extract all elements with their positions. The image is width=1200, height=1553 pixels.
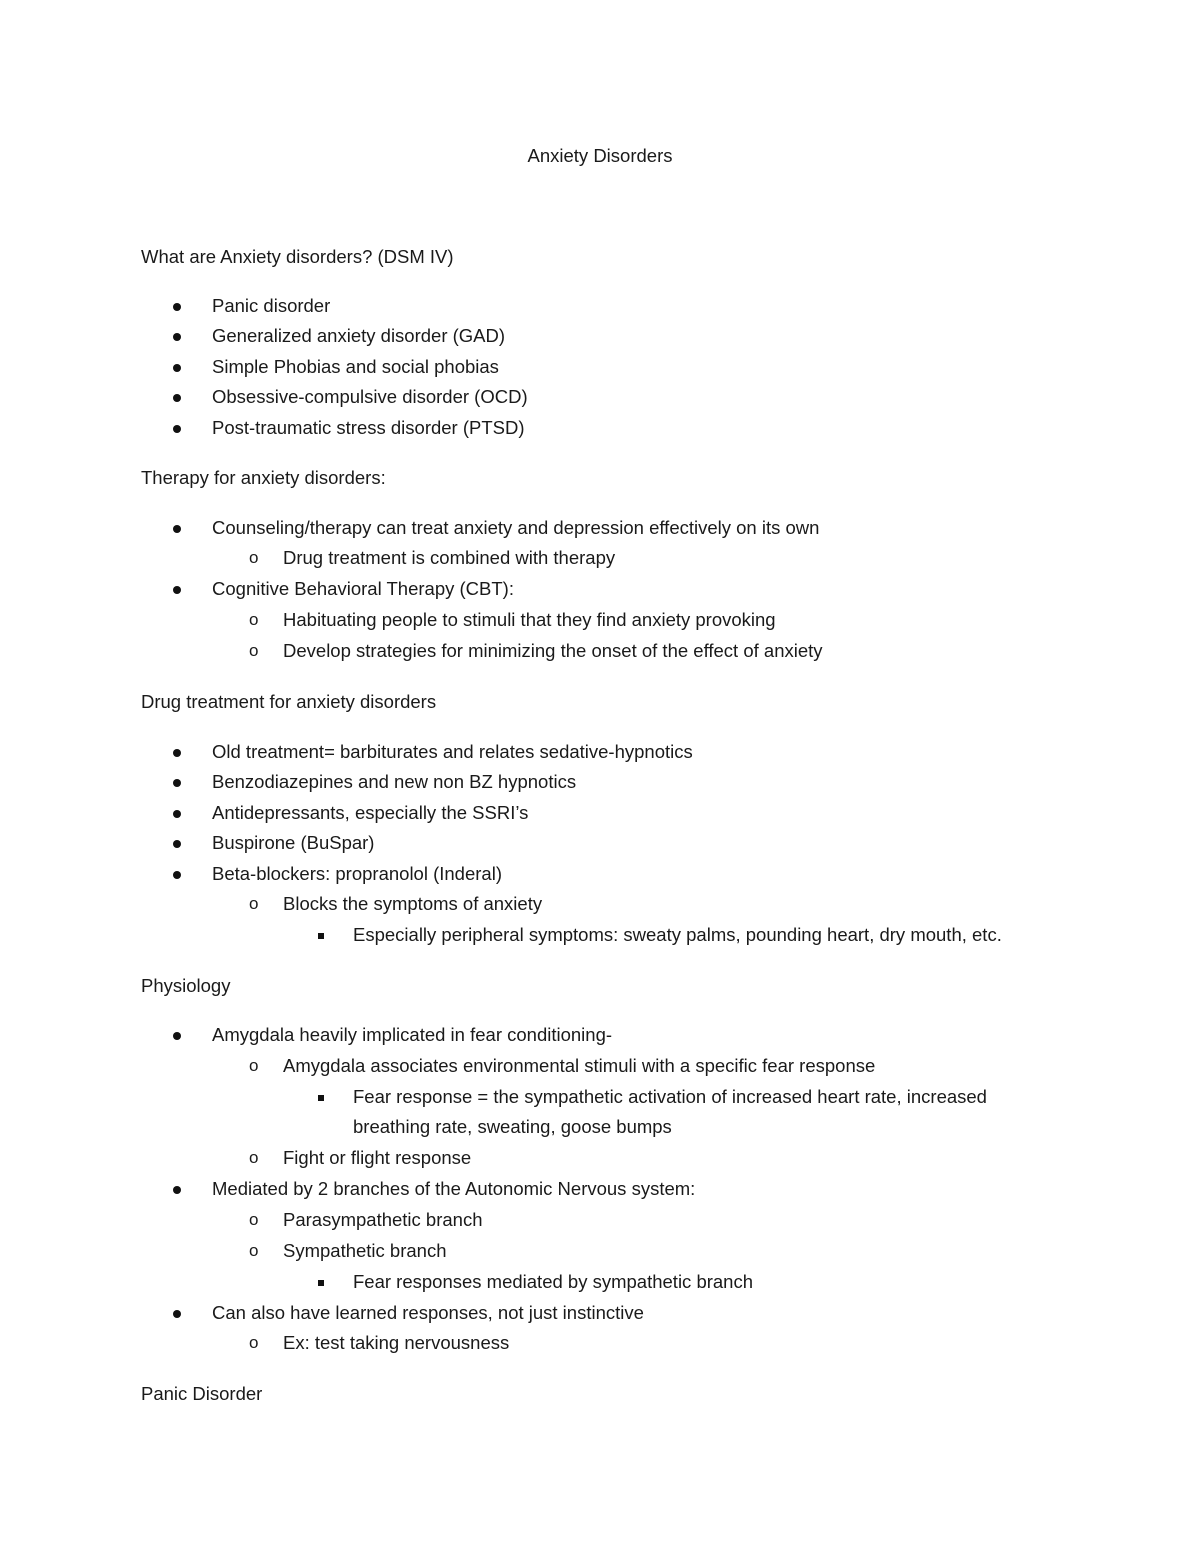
square-bullet-icon [318,922,324,948]
list-item: Generalized anxiety disorder (GAD) [212,325,506,346]
bullet-icon [173,1022,181,1048]
sub-bullet-marker: o [249,1333,259,1352]
bullet-icon [173,515,181,541]
sub-bullet-marker: o [249,1148,259,1167]
square-bullet-icon [318,1269,324,1295]
sub-bullet-marker: o [249,1241,259,1260]
list-item: Panic disorder [212,295,331,316]
list-item: Mediated by 2 branches of the Autonomic Nervous system: [212,1178,696,1199]
list-item: Cognitive Behavioral Therapy (CBT): [212,578,514,599]
bullet-icon [173,800,181,826]
list-item: Counseling/therapy can treat anxiety and depression effectively on its own [212,517,820,538]
section-heading-anxiety-disorders: What are Anxiety disorders? (DSM IV) [141,246,454,267]
sub-bullet-marker: o [249,610,259,629]
sub-bullet-marker: o [249,1210,259,1229]
sub-bullet-marker: o [249,1056,259,1075]
list-item: Amygdala associates environmental stimuli with a specific fear response [283,1055,876,1076]
list-item-continuation: breathing rate, sweating, goose bumps [353,1116,672,1137]
sub-bullet-marker: o [249,641,259,660]
list-item: Ex: test taking nervousness [283,1332,510,1353]
bullet-icon [173,384,181,410]
list-item: Fear responses mediated by sympathetic branch [353,1271,754,1292]
list-item: Blocks the symptoms of anxiety [283,893,543,914]
list-item: Post-traumatic stress disorder (PTSD) [212,417,525,438]
bullet-icon [173,293,181,319]
list-item: Sympathetic branch [283,1240,447,1261]
list-item: Buspirone (BuSpar) [212,832,375,853]
bullet-icon [173,576,181,602]
bullet-icon [173,415,181,441]
section-heading-drug-treatment: Drug treatment for anxiety disorders [141,691,437,712]
section-heading-physiology: Physiology [141,975,231,996]
sub-bullet-marker: o [249,894,259,913]
list-item: Can also have learned responses, not just instinctive [212,1302,644,1323]
list-item: Habituating people to stimuli that they find anxiety provoking [283,609,776,630]
bullet-icon [173,1300,181,1326]
list-item: Drug treatment is combined with therapy [283,547,616,568]
list-item: Fight or flight response [283,1147,472,1168]
bullet-icon [173,739,181,765]
list-item: Simple Phobias and social phobias [212,356,499,377]
list-item: Benzodiazepines and new non BZ hypnotics [212,771,577,792]
list-item: Develop strategies for minimizing the onset of the effect of anxiety [283,640,823,661]
bullet-icon [173,769,181,795]
list-item: Parasympathetic branch [283,1209,483,1230]
list-item: Old treatment= barbiturates and relates sedative-hypnotics [212,741,693,762]
bullet-icon [173,830,181,856]
list-item: Especially peripheral symptoms: sweaty palms, pounding heart, dry mouth, etc. [353,924,1002,945]
square-bullet-icon [318,1084,324,1110]
bullet-icon [173,861,181,887]
bullet-icon [173,1176,181,1202]
section-heading-therapy: Therapy for anxiety disorders: [141,467,386,488]
section-heading-panic-disorder: Panic Disorder [141,1383,263,1404]
document-title: Anxiety Disorders [527,145,673,166]
sub-bullet-marker: o [249,548,259,567]
list-item: Antidepressants, especially the SSRI’s [212,802,529,823]
bullet-icon [173,323,181,349]
list-item: Amygdala heavily implicated in fear conditioning- [212,1024,613,1045]
bullet-icon [173,354,181,380]
list-item: Beta-blockers: propranolol (Inderal) [212,863,502,884]
list-item: Obsessive-compulsive disorder (OCD) [212,386,528,407]
list-item: Fear response = the sympathetic activation of increased heart rate, increased [353,1086,987,1107]
